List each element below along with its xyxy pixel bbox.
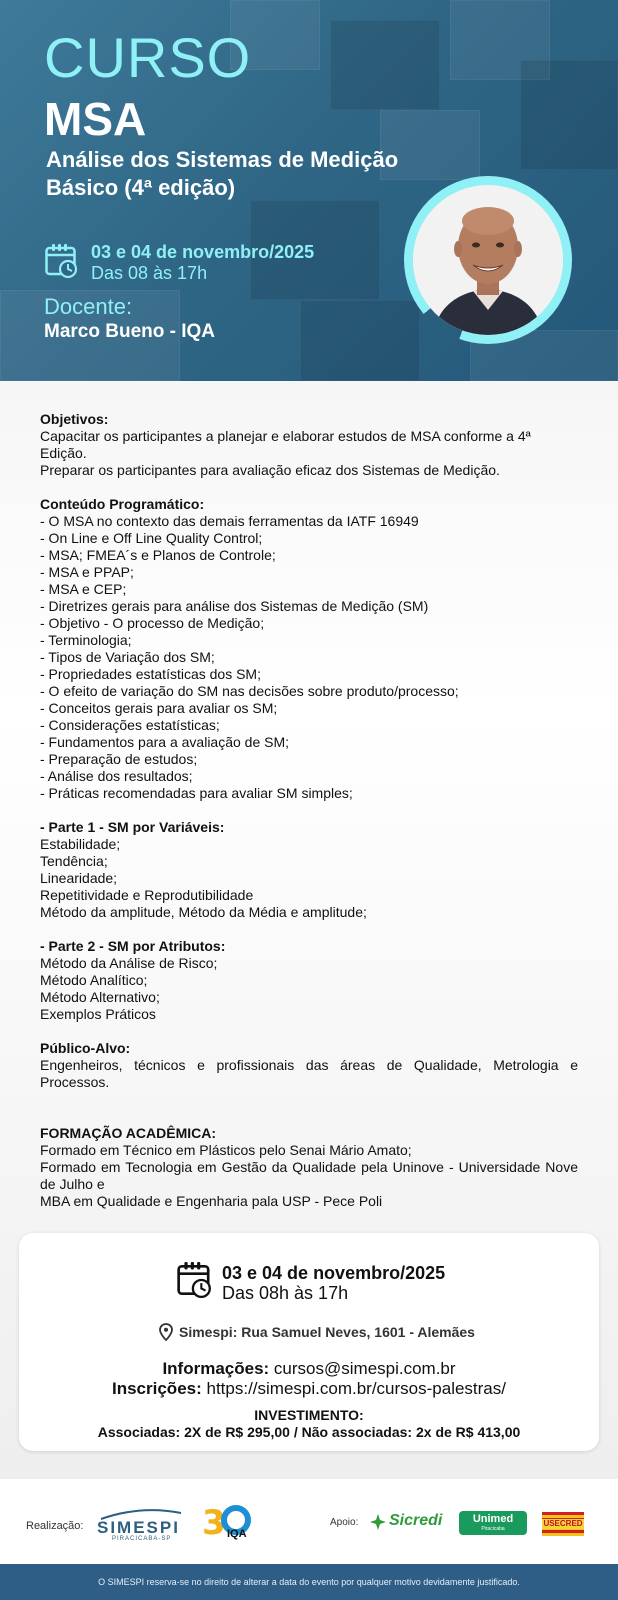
decor-cube [300,300,420,381]
calendar-clock-icon [45,243,79,279]
unimed-logo-text: Unimed [472,1513,514,1525]
list-item: - On Line e Off Line Quality Control; [40,530,263,546]
list-item: Repetitividade e Reprodutibilidade [40,887,254,903]
list-item: - Práticas recomendadas para avaliar SM simples; [40,785,353,801]
calendar-clock-icon [177,1261,213,1299]
list-item: - Análise dos resultados; [40,768,193,784]
course-date: 03 e 04 de novembro/2025 [91,242,315,262]
list-item: - Fundamentos para a avaliação de SM; [40,734,290,750]
list-item: Tendência; [40,853,108,869]
course-label: CURSO [44,26,252,89]
course-title: MSA [44,93,147,145]
investment-heading: INVESTIMENTO: [254,1407,364,1423]
registration-link[interactable]: https://simespi.com.br/cursos-palestras/ [206,1379,506,1398]
list-item: - O efeito de variação do SM nas decisões sobre produto/processo; [40,683,459,699]
course-subtitle [46,146,398,202]
investment-value: Associadas: 2X de R$ 295,00 / Não associadas: 2x de R$ 413,00 [97,1424,521,1440]
location-pin-icon [159,1323,173,1341]
svg-text:3: 3 [202,1503,226,1543]
paragraph: Engenheiros, técnicos e profissionais das áreas de Qualidade, Metrologia e Processos. [40,1057,578,1090]
event-address: Simespi: Rua Samuel Neves, 1601 - Alemães [179,1324,475,1340]
subtitle-line: Básico (4ª edição) [46,175,236,200]
list-item: Formado em Tecnologia em Gestão da Qualidade pela Uninove - Universidade Nove de Julho e [40,1159,578,1192]
course-time: Das 08 às 17h [91,263,208,283]
realizacao-label: Realização: [26,1520,84,1532]
instructor-portrait [413,185,563,335]
instructor-photo [413,185,563,335]
list-item: - Conceitos gerais para avaliar os SM; [40,700,278,716]
list-item: - MSA; FMEA´s e Planos de Controle; [40,547,276,563]
list-item: - Objetivo - O processo de Medição; [40,615,265,631]
list-item: MBA em Qualidade e Engenharia pala USP - Pece Poli [40,1193,383,1209]
conteudo-section [40,496,578,802]
list-item: - MSA e PPAP; [40,564,134,580]
usecred-logo [542,1512,584,1536]
list-item: Método da amplitude, Método da Média e amplitude; [40,904,367,920]
list-item: Exemplos Práticos [40,1006,156,1022]
insc-label: Inscrições: [112,1379,202,1398]
list-item: Estabilidade; [40,836,121,852]
list-item: Linearidade; [40,870,118,886]
iqa-logo: IQA [227,1528,247,1540]
simespi-logo-sub: PIRACICABA-SP [112,1536,172,1542]
parte1-section [40,819,578,921]
decor-cube [330,20,440,110]
contact-info [19,1359,599,1379]
list-item: - Propriedades estatísticas dos SM; [40,666,261,682]
decor-cube [520,60,618,170]
sicredi-logo: Sicredi [389,1512,443,1529]
list-item: - Considerações estatísticas; [40,717,220,733]
list-item: - Terminologia; [40,632,132,648]
docente-label: Docente: [44,294,133,319]
section-heading: - Parte 2 - SM por Atributos: [40,938,226,954]
info-email-link[interactable]: cursos@simespi.com.br [273,1359,456,1378]
docente-name: Marco Bueno - IQA [44,321,216,342]
disclaimer-bar: O SIMESPI reserva-se no direito de alterar a data do evento por qualquer motivo devidamente justificado. [0,1564,618,1600]
list-item: - Diretrizes gerais para análise dos Sistemas de Medição (SM) [40,598,429,614]
registration-info [19,1379,599,1399]
list-item: Formado em Técnico em Plásticos pelo Senai Mário Amato; [40,1142,412,1158]
list-item: - O MSA no contexto das demais ferramentas da IATF 16949 [40,513,419,529]
objetivos-section [40,411,578,479]
list-item: Método Analítico; [40,972,148,988]
list-item: Método Alternativo; [40,989,160,1005]
section-heading: Público-Alvo: [40,1040,131,1056]
paragraph: Capacitar os participantes a planejar e elaborar estudos de MSA conforme a 4ª Edição. [40,428,531,461]
apoio-label: Apoio: [330,1517,359,1528]
event-info-card [19,1233,599,1451]
list-item: Método da Análise de Risco; [40,955,218,971]
simespi-logo: SIMESPI [97,1518,180,1537]
section-heading: Conteúdo Programático: [40,496,205,512]
sicredi-leaf-icon [369,1513,387,1531]
paragraph: Preparar os participantes para avaliação eficaz dos Sistemas de Medição. [40,462,500,478]
section-heading: - Parte 1 - SM por Variáveis: [40,819,225,835]
parte2-section [40,938,578,1023]
section-heading: FORMAÇÃO ACADÊMICA: [40,1125,217,1141]
formacao-section [40,1125,578,1210]
unimed-logo [459,1511,527,1535]
iqa-30-years-logo [200,1500,256,1548]
details-text [40,411,578,1227]
list-item: - Preparação de estudos; [40,751,198,767]
usecred-logo-text: USECRED [543,1519,583,1528]
info-label: Informações: [162,1359,270,1378]
unimed-logo-sub: Piracicaba [481,1526,505,1532]
list-item: - Tipos de Variação dos SM; [40,649,215,665]
list-item: - MSA e CEP; [40,581,127,597]
event-time: Das 08h às 17h [222,1283,349,1303]
event-date: 03 e 04 de novembro/2025 [222,1263,446,1283]
subtitle-line: Análise dos Sistemas de Medição [46,147,399,172]
section-heading: Objetivos: [40,411,109,427]
publico-section [40,1040,578,1091]
